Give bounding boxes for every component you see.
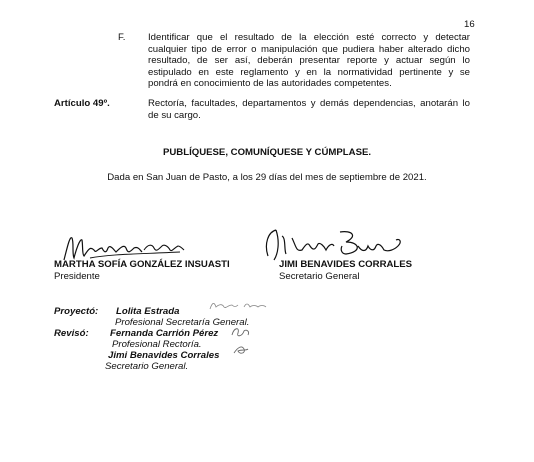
signature-benavides — [262, 224, 412, 264]
proyecto-label: Proyectó: — [54, 306, 99, 317]
item-letter: F. — [118, 32, 126, 43]
item-f-line: Identificar que el resultado de la elección esté correcto y detectar — [148, 32, 470, 43]
initials-estrada — [208, 299, 268, 311]
item-f-paragraph — [148, 32, 470, 90]
dated-line: Dada en San Juan de Pasto, a los 29 días del mes de septiembre de 2021. — [107, 172, 427, 183]
article-line: Rectoría, facultades, departamentos y demás dependencias, anotarán lo — [148, 98, 470, 109]
reviso-name: Jimi Benavides Corrales — [108, 350, 220, 361]
item-f-line: resultado, de ser así, deberán presentar reporte y actuar según lo — [148, 55, 470, 66]
proyecto-role: Profesional Secretaría General. — [115, 317, 250, 328]
closing-formula: PUBLÍQUESE, COMUNÍQUESE Y CÚMPLASE. — [162, 147, 372, 158]
item-f-line: estipulado en este reglamento y en la normatividad pertinente y se — [148, 66, 470, 78]
signatory-role: Secretario General — [279, 271, 360, 282]
reviso-name: Fernanda Carrión Pérez — [110, 328, 219, 339]
signatory-name: MARTHA SOFÍA GONZÁLEZ INSUASTI — [54, 259, 230, 270]
item-f-line: pondrá en conocimiento de las autoridades competentes. — [148, 78, 392, 89]
article-label: Artículo 49º. — [54, 98, 110, 109]
reviso-role: Profesional Rectoría. — [112, 339, 202, 350]
reviso-label: Revisó: — [54, 328, 89, 339]
initials-benavides — [232, 343, 250, 357]
signatory-name: JIMI BENAVIDES CORRALES — [279, 259, 413, 270]
item-f-line: cualquier tipo de error o manipulación que pudiera haber alterado dicho — [148, 43, 470, 55]
article-paragraph — [148, 98, 470, 121]
signatory-role: Presidente — [54, 271, 100, 282]
reviso-role: Secretario General. — [105, 361, 189, 372]
article-line: de su cargo. — [148, 109, 201, 121]
proyecto-name: Lolita Estrada — [116, 306, 180, 317]
page-number: 16 — [464, 19, 475, 30]
